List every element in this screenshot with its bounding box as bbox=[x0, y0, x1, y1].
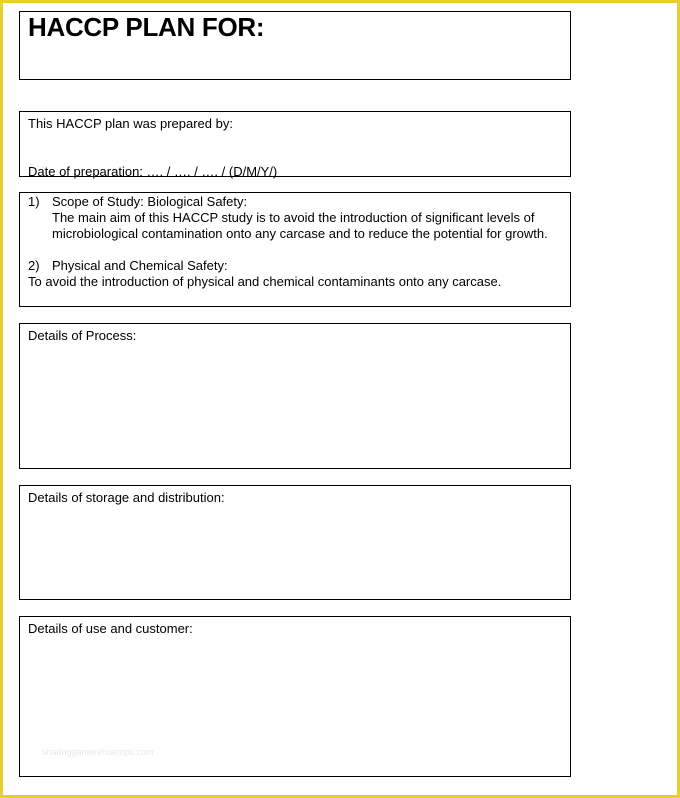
use-customer-section bbox=[19, 616, 571, 777]
scope-item-1-text: The main aim of this HACCP study is to avoid the introduction of significant levels of microbiological contamination onto any carcase and to reduce the potential for growth. bbox=[52, 210, 548, 241]
spacer bbox=[28, 242, 562, 258]
scope-item-2-text: To avoid the introduction of physical and chemical contaminants onto any carcase. bbox=[28, 274, 502, 289]
scope-item-1-number: 1) bbox=[28, 194, 40, 209]
scope-item-2 bbox=[28, 258, 562, 274]
watermark-text: sharinggamerehuetrips.com bbox=[42, 747, 154, 757]
title-section bbox=[19, 11, 571, 80]
storage-distribution-section bbox=[19, 485, 571, 600]
plan-title: HACCP PLAN FOR: bbox=[28, 12, 265, 42]
scope-item-1 bbox=[28, 194, 562, 210]
preparation-section bbox=[19, 111, 571, 177]
prepared-by-label: This HACCP plan was prepared by: bbox=[28, 116, 233, 131]
use-customer-label: Details of use and customer: bbox=[28, 621, 193, 636]
scope-item-2-heading: Physical and Chemical Safety: bbox=[52, 258, 228, 273]
date-of-preparation-label: Date of preparation: …. / …. / …. / (D/M/Y/) bbox=[28, 164, 278, 179]
storage-distribution-label: Details of storage and distribution: bbox=[28, 490, 225, 505]
process-details-label: Details of Process: bbox=[28, 328, 137, 343]
scope-item-1-heading: Scope of Study: Biological Safety: bbox=[52, 194, 248, 209]
scope-section bbox=[19, 192, 571, 307]
scope-item-2-number: 2) bbox=[28, 258, 40, 273]
process-details-section bbox=[19, 323, 571, 469]
